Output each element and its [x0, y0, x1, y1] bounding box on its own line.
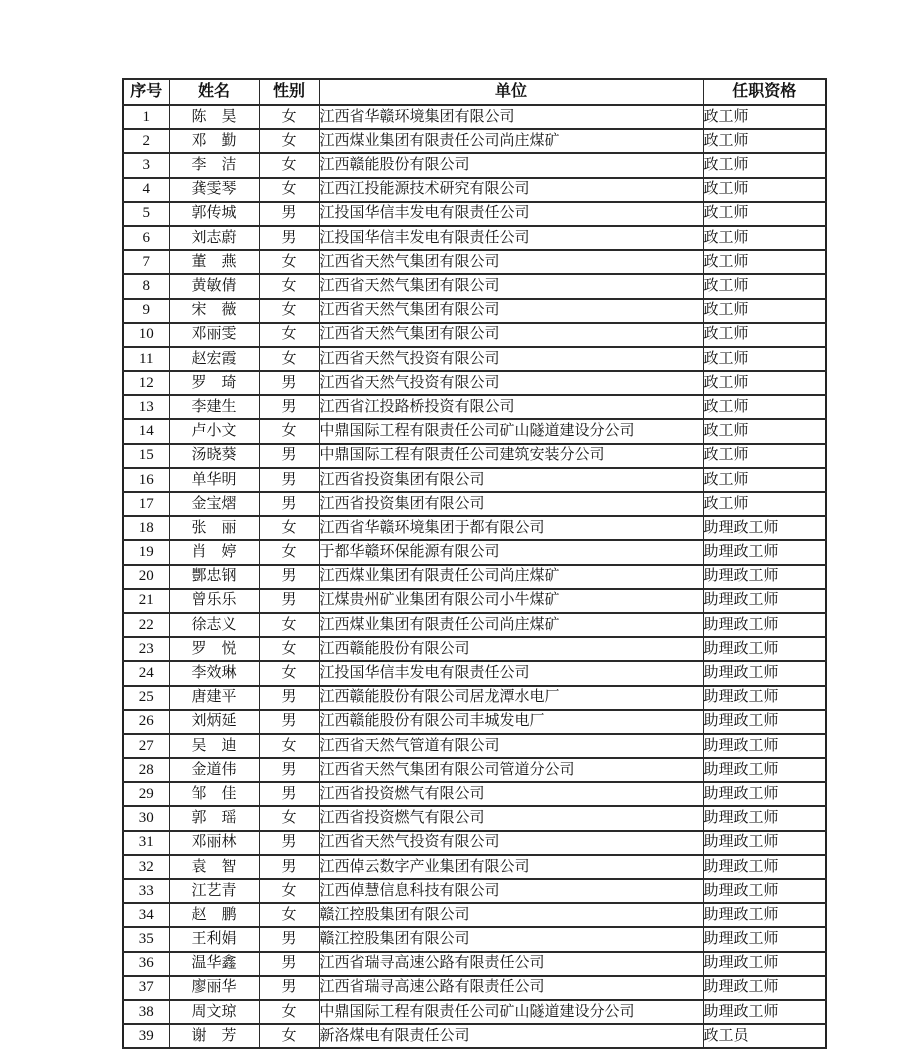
qualification-cell: 政工师	[703, 395, 826, 419]
name-cell: 袁 智	[169, 855, 259, 879]
name-cell: 酆忠钢	[169, 565, 259, 589]
row-number-cell: 21	[123, 589, 169, 613]
organization-cell: 江投国华信丰发电有限责任公司	[319, 226, 703, 250]
organization-cell: 江西省天然气投资有限公司	[319, 347, 703, 371]
table-row	[123, 637, 826, 661]
table-row	[123, 589, 826, 613]
gender-cell: 女	[259, 637, 319, 661]
qualification-cell: 政工师	[703, 492, 826, 516]
gender-cell: 女	[259, 347, 319, 371]
name-cell: 温华鑫	[169, 952, 259, 976]
name-cell: 邓丽雯	[169, 323, 259, 347]
qualification-cell: 政工师	[703, 444, 826, 468]
gender-cell: 女	[259, 178, 319, 202]
gender-cell: 女	[259, 903, 319, 927]
table-row	[123, 129, 826, 153]
row-number-cell: 27	[123, 734, 169, 758]
table-row	[123, 831, 826, 855]
name-cell: 谢 芳	[169, 1024, 259, 1048]
name-cell: 吴 迪	[169, 734, 259, 758]
qualification-cell: 政工师	[703, 178, 826, 202]
roster-table-container	[122, 78, 827, 1049]
organization-cell: 中鼎国际工程有限责任公司建筑安装分公司	[319, 444, 703, 468]
organization-cell: 江西省投资燃气有限公司	[319, 782, 703, 806]
qualification-cell: 助理政工师	[703, 661, 826, 685]
organization-cell: 江西省投资集团有限公司	[319, 492, 703, 516]
gender-cell: 男	[259, 710, 319, 734]
name-cell: 郭 瑶	[169, 806, 259, 830]
gender-cell: 男	[259, 758, 319, 782]
gender-cell: 男	[259, 855, 319, 879]
organization-cell: 江西赣能股份有限公司	[319, 637, 703, 661]
table-row	[123, 661, 826, 685]
header-row	[123, 79, 826, 105]
table-row	[123, 710, 826, 734]
organization-cell: 于都华赣环保能源有限公司	[319, 540, 703, 564]
gender-cell: 女	[259, 1024, 319, 1048]
gender-cell: 女	[259, 540, 319, 564]
gender-cell: 男	[259, 565, 319, 589]
qualification-cell: 助理政工师	[703, 637, 826, 661]
gender-cell: 男	[259, 589, 319, 613]
table-row	[123, 299, 826, 323]
gender-cell: 女	[259, 299, 319, 323]
row-number-cell: 25	[123, 686, 169, 710]
gender-cell: 男	[259, 226, 319, 250]
name-cell: 卢小文	[169, 419, 259, 443]
gender-cell: 男	[259, 952, 319, 976]
gender-cell: 男	[259, 492, 319, 516]
row-number-cell: 30	[123, 806, 169, 830]
organization-cell: 江煤贵州矿业集团有限公司小牛煤矿	[319, 589, 703, 613]
name-cell: 金道伟	[169, 758, 259, 782]
row-number-cell: 34	[123, 903, 169, 927]
row-number-cell: 37	[123, 976, 169, 1000]
name-cell: 董 燕	[169, 250, 259, 274]
row-number-cell: 5	[123, 202, 169, 226]
gender-cell: 女	[259, 661, 319, 685]
name-cell: 汤晓葵	[169, 444, 259, 468]
header-qualification: 任职资格	[703, 79, 826, 105]
qualification-cell: 助理政工师	[703, 613, 826, 637]
row-number-cell: 18	[123, 516, 169, 540]
row-number-cell: 9	[123, 299, 169, 323]
table-row	[123, 613, 826, 637]
table-row	[123, 565, 826, 589]
qualification-cell: 政工师	[703, 226, 826, 250]
name-cell: 龚雯琴	[169, 178, 259, 202]
organization-cell: 赣江控股集团有限公司	[319, 903, 703, 927]
name-cell: 黄敏倩	[169, 274, 259, 298]
gender-cell: 女	[259, 516, 319, 540]
qualification-cell: 助理政工师	[703, 952, 826, 976]
table-row	[123, 516, 826, 540]
qualification-cell: 助理政工师	[703, 734, 826, 758]
name-cell: 罗 悦	[169, 637, 259, 661]
row-number-cell: 26	[123, 710, 169, 734]
qualification-cell: 助理政工师	[703, 516, 826, 540]
name-cell: 肖 婷	[169, 540, 259, 564]
qualification-cell: 助理政工师	[703, 831, 826, 855]
table-body	[123, 105, 826, 1048]
name-cell: 李 洁	[169, 153, 259, 177]
table-row	[123, 927, 826, 951]
organization-cell: 江西赣能股份有限公司居龙潭水电厂	[319, 686, 703, 710]
gender-cell: 女	[259, 105, 319, 129]
row-number-cell: 19	[123, 540, 169, 564]
name-cell: 郭传城	[169, 202, 259, 226]
organization-cell: 江投国华信丰发电有限责任公司	[319, 202, 703, 226]
name-cell: 刘志蔚	[169, 226, 259, 250]
table-row	[123, 976, 826, 1000]
qualification-cell: 政工员	[703, 1024, 826, 1048]
row-number-cell: 1	[123, 105, 169, 129]
organization-cell: 江西江投能源技术研究有限公司	[319, 178, 703, 202]
qualification-cell: 政工师	[703, 371, 826, 395]
row-number-cell: 17	[123, 492, 169, 516]
table-row	[123, 686, 826, 710]
qualification-cell: 助理政工师	[703, 1000, 826, 1024]
organization-cell: 江西省天然气集团有限公司	[319, 323, 703, 347]
name-cell: 李建生	[169, 395, 259, 419]
header-gender: 性别	[259, 79, 319, 105]
table-row	[123, 879, 826, 903]
row-number-cell: 31	[123, 831, 169, 855]
header-row-number: 序号	[123, 79, 169, 105]
name-cell: 李效琳	[169, 661, 259, 685]
table-row	[123, 758, 826, 782]
table-row	[123, 202, 826, 226]
row-number-cell: 35	[123, 927, 169, 951]
table-row	[123, 153, 826, 177]
organization-cell: 江西省天然气管道有限公司	[319, 734, 703, 758]
row-number-cell: 8	[123, 274, 169, 298]
organization-cell: 江西赣能股份有限公司丰城发电厂	[319, 710, 703, 734]
row-number-cell: 10	[123, 323, 169, 347]
organization-cell: 江西省江投路桥投资有限公司	[319, 395, 703, 419]
name-cell: 陈 昊	[169, 105, 259, 129]
table-row	[123, 1024, 826, 1048]
qualification-cell: 政工师	[703, 347, 826, 371]
organization-cell: 江西省华赣环境集团有限公司	[319, 105, 703, 129]
row-number-cell: 15	[123, 444, 169, 468]
gender-cell: 女	[259, 153, 319, 177]
row-number-cell: 22	[123, 613, 169, 637]
organization-cell: 江西倬云数字产业集团有限公司	[319, 855, 703, 879]
organization-cell: 中鼎国际工程有限责任公司矿山隧道建设分公司	[319, 1000, 703, 1024]
qualification-cell: 政工师	[703, 299, 826, 323]
qualification-cell: 助理政工师	[703, 540, 826, 564]
name-cell: 唐建平	[169, 686, 259, 710]
gender-cell: 男	[259, 927, 319, 951]
row-number-cell: 29	[123, 782, 169, 806]
gender-cell: 女	[259, 806, 319, 830]
qualification-cell: 助理政工师	[703, 686, 826, 710]
gender-cell: 男	[259, 202, 319, 226]
qualification-cell: 助理政工师	[703, 589, 826, 613]
row-number-cell: 6	[123, 226, 169, 250]
organization-cell: 江西省华赣环境集团于都有限公司	[319, 516, 703, 540]
qualification-cell: 助理政工师	[703, 710, 826, 734]
gender-cell: 男	[259, 976, 319, 1000]
organization-cell: 江西赣能股份有限公司	[319, 153, 703, 177]
row-number-cell: 32	[123, 855, 169, 879]
table-row	[123, 178, 826, 202]
qualification-cell: 助理政工师	[703, 855, 826, 879]
name-cell: 江艺青	[169, 879, 259, 903]
table-row	[123, 250, 826, 274]
qualification-cell: 政工师	[703, 153, 826, 177]
table-row	[123, 274, 826, 298]
organization-cell: 江西倬慧信息科技有限公司	[319, 879, 703, 903]
row-number-cell: 7	[123, 250, 169, 274]
organization-cell: 江西省天然气集团有限公司管道分公司	[319, 758, 703, 782]
gender-cell: 女	[259, 129, 319, 153]
row-number-cell: 36	[123, 952, 169, 976]
qualification-cell: 助理政工师	[703, 976, 826, 1000]
gender-cell: 女	[259, 250, 319, 274]
row-number-cell: 23	[123, 637, 169, 661]
organization-cell: 江西煤业集团有限责任公司尚庄煤矿	[319, 565, 703, 589]
gender-cell: 女	[259, 323, 319, 347]
table-header	[123, 79, 826, 105]
gender-cell: 男	[259, 468, 319, 492]
qualification-cell: 政工师	[703, 202, 826, 226]
organization-cell: 江西省天然气投资有限公司	[319, 371, 703, 395]
qualification-cell: 助理政工师	[703, 758, 826, 782]
organization-cell: 新洛煤电有限责任公司	[319, 1024, 703, 1048]
table-row	[123, 855, 826, 879]
name-cell: 宋 薇	[169, 299, 259, 323]
gender-cell: 女	[259, 419, 319, 443]
name-cell: 单华明	[169, 468, 259, 492]
gender-cell: 男	[259, 395, 319, 419]
gender-cell: 女	[259, 1000, 319, 1024]
name-cell: 张 丽	[169, 516, 259, 540]
qualification-cell: 助理政工师	[703, 565, 826, 589]
organization-cell: 江西省投资集团有限公司	[319, 468, 703, 492]
gender-cell: 女	[259, 734, 319, 758]
qualification-cell: 政工师	[703, 105, 826, 129]
qualification-cell: 助理政工师	[703, 806, 826, 830]
qualification-cell: 政工师	[703, 468, 826, 492]
name-cell: 周文琼	[169, 1000, 259, 1024]
organization-cell: 赣江控股集团有限公司	[319, 927, 703, 951]
gender-cell: 男	[259, 686, 319, 710]
header-name: 姓名	[169, 79, 259, 105]
name-cell: 邓丽林	[169, 831, 259, 855]
name-cell: 金宝熠	[169, 492, 259, 516]
name-cell: 罗 琦	[169, 371, 259, 395]
row-number-cell: 24	[123, 661, 169, 685]
qualification-cell: 助理政工师	[703, 879, 826, 903]
organization-cell: 江西煤业集团有限责任公司尚庄煤矿	[319, 129, 703, 153]
gender-cell: 男	[259, 831, 319, 855]
name-cell: 曾乐乐	[169, 589, 259, 613]
table-row	[123, 1000, 826, 1024]
organization-cell: 江西省瑞寻高速公路有限责任公司	[319, 976, 703, 1000]
row-number-cell: 3	[123, 153, 169, 177]
organization-cell: 江西煤业集团有限责任公司尚庄煤矿	[319, 613, 703, 637]
table-row	[123, 323, 826, 347]
table-row	[123, 347, 826, 371]
qualification-cell: 政工师	[703, 419, 826, 443]
name-cell: 廖丽华	[169, 976, 259, 1000]
row-number-cell: 4	[123, 178, 169, 202]
organization-cell: 江西省天然气集团有限公司	[319, 250, 703, 274]
name-cell: 王利娟	[169, 927, 259, 951]
table-row	[123, 395, 826, 419]
table-row	[123, 952, 826, 976]
gender-cell: 女	[259, 274, 319, 298]
table-row	[123, 540, 826, 564]
table-row	[123, 105, 826, 129]
table-row	[123, 468, 826, 492]
row-number-cell: 14	[123, 419, 169, 443]
row-number-cell: 2	[123, 129, 169, 153]
row-number-cell: 38	[123, 1000, 169, 1024]
row-number-cell: 12	[123, 371, 169, 395]
organization-cell: 江投国华信丰发电有限责任公司	[319, 661, 703, 685]
table-row	[123, 444, 826, 468]
name-cell: 刘炳延	[169, 710, 259, 734]
row-number-cell: 13	[123, 395, 169, 419]
name-cell: 赵宏霞	[169, 347, 259, 371]
organization-cell: 江西省天然气投资有限公司	[319, 831, 703, 855]
qualification-cell: 政工师	[703, 250, 826, 274]
name-cell: 徐志义	[169, 613, 259, 637]
qualification-cell: 政工师	[703, 129, 826, 153]
gender-cell: 女	[259, 879, 319, 903]
organization-cell: 中鼎国际工程有限责任公司矿山隧道建设分公司	[319, 419, 703, 443]
qualification-cell: 助理政工师	[703, 903, 826, 927]
table-row	[123, 492, 826, 516]
gender-cell: 男	[259, 782, 319, 806]
name-cell: 赵 鹏	[169, 903, 259, 927]
row-number-cell: 39	[123, 1024, 169, 1048]
gender-cell: 男	[259, 371, 319, 395]
organization-cell: 江西省天然气集团有限公司	[319, 274, 703, 298]
roster-table	[122, 78, 827, 1049]
header-organization: 单位	[319, 79, 703, 105]
table-row	[123, 782, 826, 806]
table-row	[123, 226, 826, 250]
row-number-cell: 16	[123, 468, 169, 492]
table-row	[123, 734, 826, 758]
qualification-cell: 助理政工师	[703, 927, 826, 951]
gender-cell: 男	[259, 444, 319, 468]
qualification-cell: 助理政工师	[703, 782, 826, 806]
table-row	[123, 419, 826, 443]
row-number-cell: 28	[123, 758, 169, 782]
table-row	[123, 903, 826, 927]
row-number-cell: 33	[123, 879, 169, 903]
qualification-cell: 政工师	[703, 274, 826, 298]
organization-cell: 江西省瑞寻高速公路有限责任公司	[319, 952, 703, 976]
table-row	[123, 806, 826, 830]
name-cell: 邹 佳	[169, 782, 259, 806]
row-number-cell: 20	[123, 565, 169, 589]
table-row	[123, 371, 826, 395]
qualification-cell: 政工师	[703, 323, 826, 347]
organization-cell: 江西省天然气集团有限公司	[319, 299, 703, 323]
gender-cell: 女	[259, 613, 319, 637]
name-cell: 邓 勤	[169, 129, 259, 153]
organization-cell: 江西省投资燃气有限公司	[319, 806, 703, 830]
row-number-cell: 11	[123, 347, 169, 371]
